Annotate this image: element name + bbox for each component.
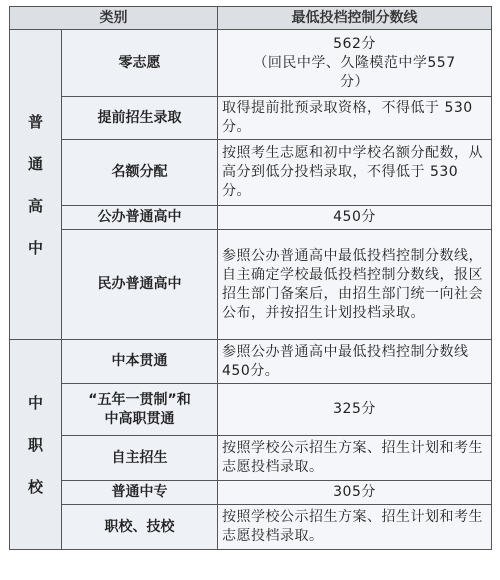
group-label-general-high-school: 普 通 高 中 [10,30,62,340]
header-score: 最低投档控制分数线 [218,7,492,30]
category-cell: 普通中专 [62,481,218,505]
value-cell: 参照公办普通高中最低投档控制分数线，自主确定学校最低投档控制分数线，报区招生部门备案后，由招生部门统一向社会公布，并按招生计划投档录取。 [218,230,492,340]
value-cell: 按照学校公示招生方案、招生计划和考生志愿投档录取。 [218,436,492,481]
table-row [10,384,492,436]
table-row [10,206,492,230]
category-cell: 民办普通高中 [62,230,218,340]
group-label-vocational-school: 中 职 校 [10,340,62,550]
admission-score-table [9,6,492,550]
category-cell: “五年一贯制”和 中高职贯通 [62,384,218,436]
table-row [10,436,492,481]
category-cell: 职校、技校 [62,505,218,550]
category-cell: 公办普通高中 [62,206,218,230]
value-cell: 450分 [218,206,492,230]
table-row [10,481,492,505]
table-row [10,230,492,340]
table-header-row [10,7,492,30]
table-row [10,30,492,97]
value-cell: 参照公办普通高中最低投档控制分数线450分。 [218,340,492,384]
value-cell: 562分 （回民中学、久隆模范中学557 分） [218,30,492,97]
value-cell: 按照考生志愿和初中学校名额分配数，从高分到低分投档录取，不得低于 530分。 [218,140,492,206]
table-row [10,340,492,384]
table-row [10,505,492,550]
category-cell: 零志愿 [62,30,218,97]
category-cell: 提前招生录取 [62,97,218,140]
category-cell: 名额分配 [62,140,218,206]
value-cell: 取得提前批预录取资格，不得低于 530分。 [218,97,492,140]
header-category: 类别 [10,7,218,30]
admission-score-table-frame [9,6,491,550]
category-cell: 自主招生 [62,436,218,481]
table-row [10,140,492,206]
value-cell: 按照学校公示招生方案、招生计划和考生志愿投档录取。 [218,505,492,550]
value-cell: 305分 [218,481,492,505]
table-row [10,97,492,140]
value-cell: 325分 [218,384,492,436]
category-cell: 中本贯通 [62,340,218,384]
